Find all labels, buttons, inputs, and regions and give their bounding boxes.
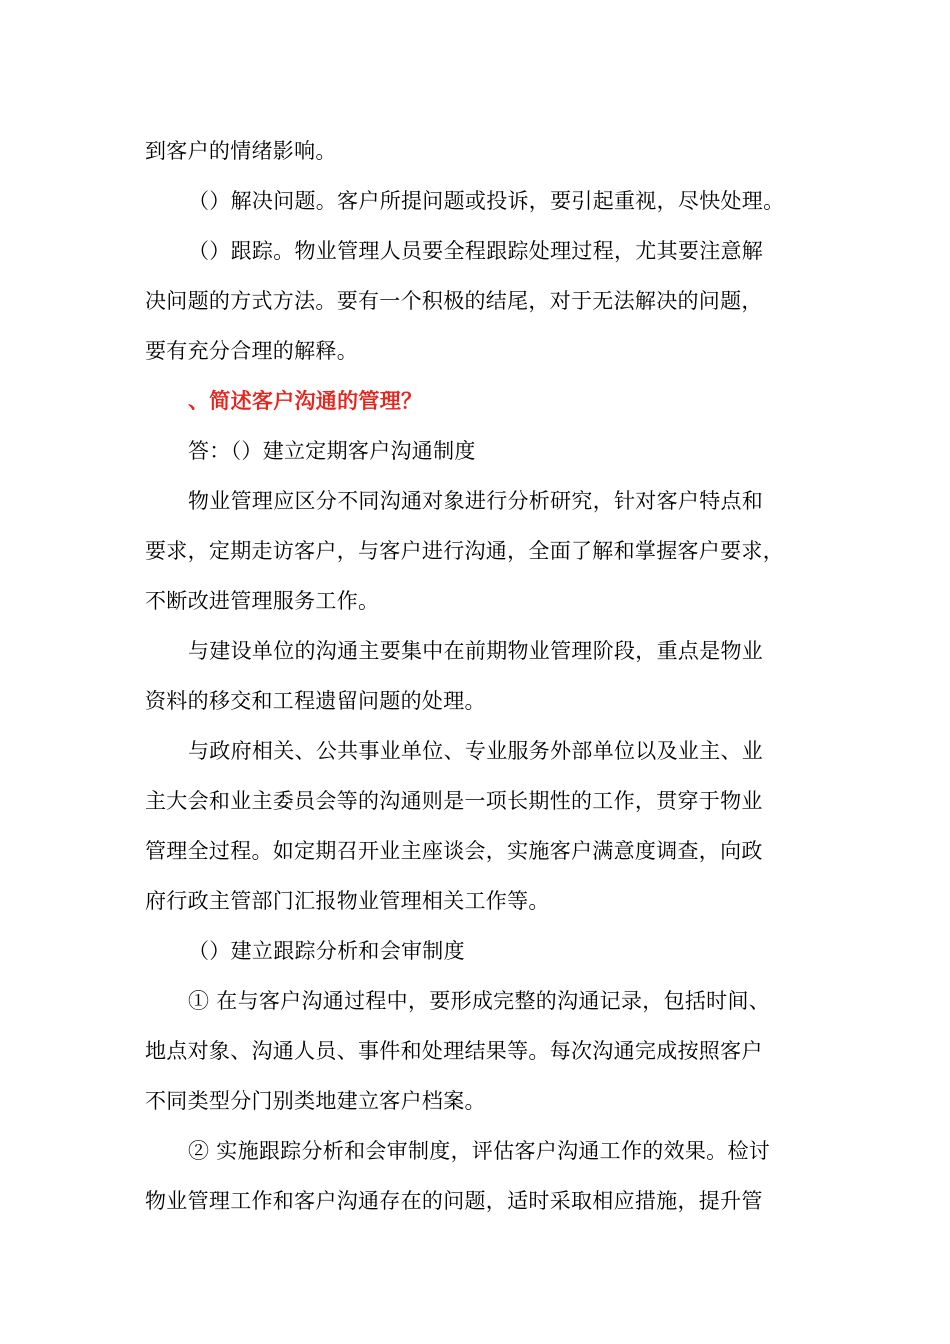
answer-line-1: 答：（）建立定期客户沟通制度 <box>188 439 476 463</box>
text-line-18: ① 在与客户沟通过程中，要形成完整的沟通记录，包括时间、 <box>188 989 771 1013</box>
text-line-3: （）跟踪。物业管理人员要全程跟踪处理过程，尤其要注意解 <box>188 239 764 263</box>
text-line-13: 与政府相关、公共事业单位、专业服务外部单位以及业主、业 <box>188 739 764 763</box>
text-line-14: 主大会和业主委员会等的沟通则是一项长期性的工作，贯穿于物业 <box>145 789 763 813</box>
text-line-10: 不断改进管理服务工作。 <box>145 589 380 613</box>
text-line-21: ② 实施跟踪分析和会审制度，评估客户沟通工作的效果。检讨 <box>188 1139 771 1163</box>
text-line-5: 要有充分合理的解释。 <box>145 339 358 363</box>
text-line-1: 到客户的情绪影响。 <box>145 139 337 163</box>
text-line-19: 地点对象、沟通人员、事件和处理结果等。每次沟通完成按照客户 <box>145 1039 763 1063</box>
text-line-12: 资料的移交和工程遗留问题的处理。 <box>145 689 486 713</box>
text-line-4: 决问题的方式方法。要有一个积极的结尾，对于无法解决的问题， <box>145 289 763 313</box>
text-line-20: 不同类型分门别类地建立客户档案。 <box>145 1089 486 1113</box>
text-line-17: （）建立跟踪分析和会审制度 <box>188 939 465 963</box>
text-line-8: 物业管理应区分不同沟通对象进行分析研究，针对客户特点和 <box>188 489 764 513</box>
text-line-15: 管理全过程。如定期召开业主座谈会，实施客户满意度调查，向政 <box>145 839 763 863</box>
text-line-11: 与建设单位的沟通主要集中在前期物业管理阶段，重点是物业 <box>188 639 764 663</box>
text-line-2: （）解决问题。客户所提问题或投诉，要引起重视，尽快处理。 <box>188 189 785 213</box>
text-line-22: 物业管理工作和客户沟通存在的问题，适时采取相应措施，提升管 <box>145 1189 763 1213</box>
text-line-9: 要求，定期走访客户，与客户进行沟通，全面了解和掌握客户要求， <box>145 539 784 563</box>
text-line-16: 府行政主管部门汇报物业管理相关工作等。 <box>145 889 550 913</box>
section-heading: 、简述客户沟通的管理？ <box>188 388 423 413</box>
